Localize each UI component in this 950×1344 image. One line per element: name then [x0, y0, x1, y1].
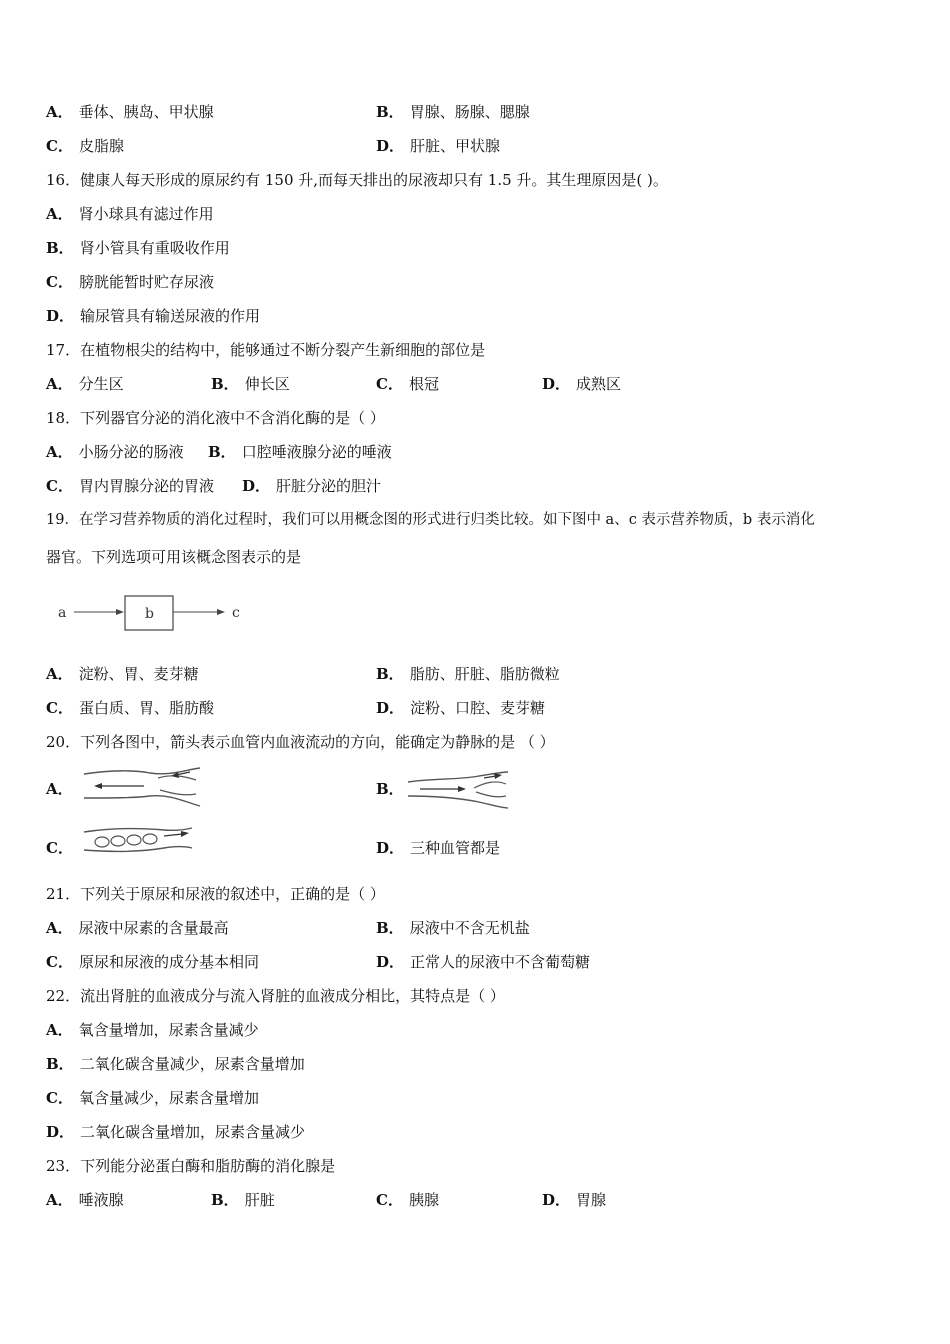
- option-letter: C．: [46, 137, 73, 155]
- option-letter: B．: [376, 665, 404, 683]
- option-text: 尿液中尿素的含量最高: [78, 919, 229, 937]
- option-text: 肾小管具有重吸收作用: [79, 239, 230, 257]
- blood-cell: [143, 834, 157, 844]
- q22-option-a: [46, 1020, 259, 1040]
- blood-cell: [111, 836, 125, 846]
- option-letter: A．: [46, 205, 73, 223]
- option-text: 唾液腺: [78, 1191, 124, 1209]
- q16-option-a: [46, 204, 214, 224]
- q23-option-a: [46, 1190, 124, 1210]
- q18-option-c: [46, 476, 214, 496]
- blood-cell: [95, 837, 109, 847]
- option-letter: C．: [46, 699, 73, 717]
- q20-stem: 20．下列各图中，箭头表示血管内血液流动的方向，能确定为静脉的是 （ ）: [46, 733, 555, 751]
- option-text: 肝脏、甲状腺: [410, 137, 501, 155]
- option-text: 氧含量减少，尿素含量增加: [78, 1089, 259, 1107]
- option-letter: C．: [46, 477, 73, 495]
- option-letter: D．: [376, 137, 405, 155]
- diagram-label-c: c: [232, 605, 240, 621]
- q18-option-b: [208, 442, 392, 462]
- q18-option-d: [242, 476, 381, 496]
- flow-arrowhead: [94, 783, 102, 789]
- option-text: 原尿和尿液的成分基本相同: [78, 953, 259, 971]
- q19-stem-line1: 19．在学习营养物质的消化过程时，我们可以用概念图的形式进行归类比较。如下图中 a、c 表示营养物质，b 表示消化: [46, 512, 815, 528]
- q19-option-c: [46, 698, 214, 718]
- diagram-arrowhead-bc: [217, 609, 225, 615]
- q20-option-d: [376, 838, 500, 858]
- q20-option-a: [46, 779, 79, 799]
- branch-line: [476, 792, 506, 797]
- q18-stem: 18．下列器官分泌的消化液中不含消化酶的是（ ）: [46, 409, 385, 427]
- option-letter: A．: [46, 103, 73, 121]
- diagram-arrowhead-ab: [116, 609, 124, 615]
- option-text: 胰腺: [408, 1191, 439, 1209]
- q22-stem: 22．流出肾脏的血液成分与流入肾脏的血液成分相比，其特点是（ ）: [46, 987, 505, 1005]
- vessel-diagram-b: [404, 768, 512, 812]
- option-letter: A．: [46, 375, 73, 393]
- option-letter: A．: [46, 665, 73, 683]
- q22-option-b: [46, 1054, 305, 1074]
- option-letter: A．: [46, 1021, 73, 1039]
- option-text: 输尿管具有输送尿液的作用: [80, 307, 261, 325]
- option-letter: C．: [46, 1089, 73, 1107]
- option-text: 淀粉、胃、麦芽糖: [78, 665, 199, 683]
- option-letter: B．: [211, 375, 239, 393]
- q15-option-a: [46, 102, 214, 122]
- option-text: 淀粉、口腔、麦芽糖: [410, 699, 546, 717]
- q17-option-a: [46, 374, 124, 394]
- option-letter: D．: [242, 477, 271, 495]
- flow-arrowhead: [494, 773, 502, 779]
- option-letter: C．: [46, 839, 73, 857]
- q16-option-c: [46, 272, 214, 292]
- option-letter: C．: [376, 375, 403, 393]
- q21-option-a: [46, 918, 229, 938]
- option-letter: C．: [376, 1191, 403, 1209]
- diagram-label-b: b: [145, 606, 154, 622]
- option-letter: B．: [376, 780, 404, 798]
- option-text: 二氧化碳含量减少，尿素含量增加: [79, 1055, 305, 1073]
- option-letter: D．: [46, 307, 75, 325]
- option-text: 根冠: [408, 375, 439, 393]
- option-text: 胃腺: [576, 1191, 607, 1209]
- diagram-label-a: a: [58, 605, 67, 621]
- q21-option-c: [46, 952, 259, 972]
- option-letter: B．: [376, 103, 404, 121]
- vessel-wall-top: [84, 828, 192, 832]
- option-text: 肝脏分泌的胆汁: [276, 477, 382, 495]
- option-text: 三种血管都是: [410, 839, 501, 857]
- option-letter: B．: [208, 443, 236, 461]
- option-text: 二氧化碳含量增加，尿素含量减少: [80, 1123, 306, 1141]
- q16-stem: 16．健康人每天形成的原尿约有 150 升,而每天排出的尿液却只有 1.5 升。其生理原因是( )。: [46, 171, 668, 189]
- q15-option-d: [376, 136, 500, 156]
- option-text: 正常人的尿液中不含葡萄糖: [410, 953, 591, 971]
- vessel-diagram-c: [80, 822, 196, 856]
- branch-line: [160, 790, 196, 795]
- option-letter: A．: [46, 443, 73, 461]
- option-letter: B．: [376, 919, 404, 937]
- option-text: 皮脂腺: [78, 137, 124, 155]
- option-text: 氧含量增加，尿素含量减少: [78, 1021, 259, 1039]
- vessel-diagram-a: [80, 764, 204, 810]
- option-text: 肾小球具有滤过作用: [78, 205, 214, 223]
- q15-option-c: [46, 136, 124, 156]
- q16-option-b: [46, 238, 230, 258]
- option-letter: B．: [46, 239, 74, 257]
- option-text: 分生区: [78, 375, 124, 393]
- option-letter: D．: [376, 699, 405, 717]
- option-text: 膀胱能暂时贮存尿液: [78, 273, 214, 291]
- q19-option-d: [376, 698, 545, 718]
- flow-arrow: [484, 776, 496, 778]
- option-text: 脂肪、肝脏、脂肪微粒: [409, 665, 560, 683]
- option-text: 小肠分泌的肠液: [78, 443, 184, 461]
- option-letter: A．: [46, 919, 73, 937]
- option-text: 成熟区: [576, 375, 622, 393]
- q20-option-c: [46, 838, 79, 858]
- branch-line: [474, 782, 506, 788]
- q21-stem: 21．下列关于原尿和尿液的叙述中，正确的是（ ）: [46, 885, 385, 903]
- q15-option-b: [376, 102, 530, 122]
- q17-option-d: [542, 374, 621, 394]
- option-letter: B．: [46, 1055, 74, 1073]
- q23-option-d: [542, 1190, 606, 1210]
- concept-diagram: [50, 590, 250, 634]
- option-letter: D．: [376, 953, 405, 971]
- q23-option-b: [211, 1190, 275, 1210]
- vessel-wall-bottom: [408, 796, 508, 808]
- q23-option-c: [376, 1190, 439, 1210]
- q19-option-b: [376, 664, 560, 684]
- option-letter: A．: [46, 1191, 73, 1209]
- q22-option-d: [46, 1122, 305, 1142]
- option-letter: D．: [542, 375, 571, 393]
- q19-option-a: [46, 664, 199, 684]
- option-letter: B．: [211, 1191, 239, 1209]
- blood-cell: [127, 835, 141, 845]
- option-text: 尿液中不含无机盐: [409, 919, 530, 937]
- q18-option-a: [46, 442, 184, 462]
- option-text: 蛋白质、胃、脂肪酸: [78, 699, 214, 717]
- q23-stem: 23．下列能分泌蛋白酶和脂肪酶的消化腺是: [46, 1157, 336, 1175]
- vessel-wall-bottom: [84, 796, 200, 806]
- option-letter: D．: [376, 839, 405, 857]
- q22-option-c: [46, 1088, 259, 1108]
- flow-arrow: [164, 834, 182, 836]
- q17-stem: 17．在植物根尖的结构中，能够通过不断分裂产生新细胞的部位是: [46, 341, 486, 359]
- option-text: 胃腺、肠腺、腮腺: [409, 103, 530, 121]
- q17-option-b: [211, 374, 290, 394]
- option-text: 胃内胃腺分泌的胃液: [78, 477, 214, 495]
- q19-stem-line2: 器官。下列选项可用该概念图表示的是: [46, 548, 302, 566]
- option-letter: C．: [46, 273, 73, 291]
- option-letter: C．: [46, 953, 73, 971]
- option-letter: D．: [46, 1123, 75, 1141]
- option-text: 肝脏: [244, 1191, 275, 1209]
- flow-arrowhead: [181, 831, 189, 837]
- flow-arrowhead: [458, 786, 466, 792]
- q16-option-d: [46, 306, 260, 326]
- q21-option-b: [376, 918, 530, 938]
- q17-option-c: [376, 374, 439, 394]
- option-text: 口腔唾液腺分泌的唾液: [241, 443, 392, 461]
- option-text: 伸长区: [244, 375, 290, 393]
- option-letter: A．: [46, 780, 73, 798]
- option-letter: D．: [542, 1191, 571, 1209]
- q21-option-d: [376, 952, 590, 972]
- option-text: 垂体、胰岛、甲状腺: [78, 103, 214, 121]
